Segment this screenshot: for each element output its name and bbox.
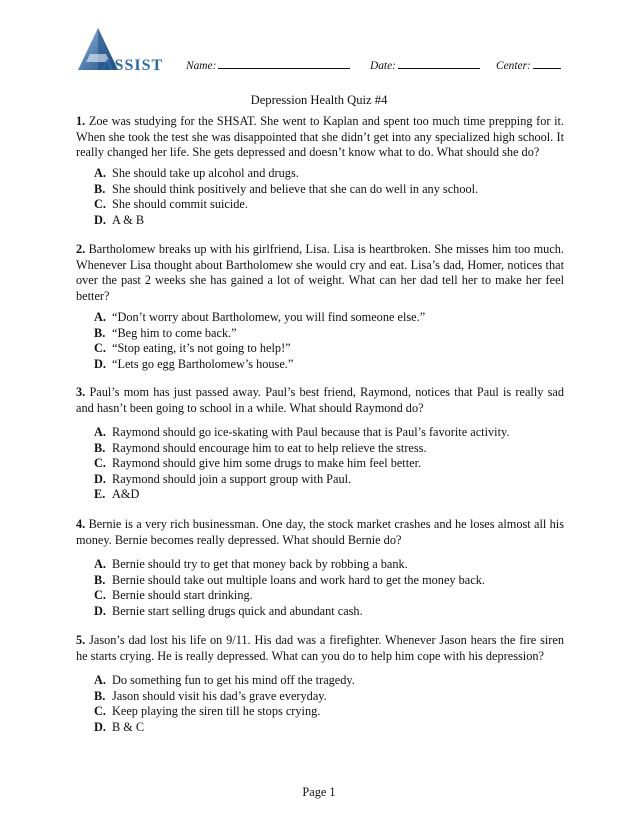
option-letter: D.: [94, 603, 106, 618]
option-text: She should commit suicide.: [112, 197, 248, 212]
center-blank-line[interactable]: [533, 59, 561, 69]
option-letter: B.: [94, 572, 106, 587]
date-field[interactable]: [370, 59, 480, 72]
option-text: She should take up alcohol and drugs.: [112, 166, 299, 180]
option-letter: B.: [94, 181, 106, 196]
logo-wordmark: ASSIST: [102, 57, 164, 74]
option-text: Bernie should start drinking.: [112, 588, 253, 603]
assist-logo-mark: [76, 24, 178, 82]
option-letter: B.: [94, 440, 106, 455]
option-text: Bernie should try to get that money back by robbing a bank.: [112, 557, 408, 571]
option-letter: C.: [94, 341, 106, 356]
question-4: [76, 517, 564, 548]
option-letter: A.: [94, 673, 106, 687]
option-letter: C.: [94, 704, 106, 719]
option-letter: D.: [94, 356, 106, 371]
question-number: 3.: [76, 385, 86, 399]
question-3-options: [94, 425, 564, 503]
option-b[interactable]: [94, 573, 564, 589]
option-a[interactable]: [94, 310, 564, 326]
option-text: She should think positively and believe that she can do well in any school.: [112, 181, 479, 196]
name-label: Name:: [186, 60, 217, 72]
option-a[interactable]: [94, 166, 564, 182]
option-text: “Lets go egg Bartholomew’s house.”: [112, 356, 294, 371]
option-text: “Stop eating, it’s not going to help!”: [112, 341, 291, 356]
question-text: Bartholomew breaks up with his girlfriend, Lisa. Lisa is heartbroken. She misses him too much. Whenever Lisa thought about Bartholomew she would cry and eat. Lisa’s dad, Homer, notices that over the past 2 weeks she has gained a lot of weight. What can her dad tell her to make her feel better?: [76, 242, 565, 303]
page-number: Page 1: [302, 785, 336, 799]
option-a[interactable]: [94, 425, 564, 441]
option-text: A & B: [112, 212, 145, 227]
option-a[interactable]: [94, 673, 564, 689]
option-a[interactable]: [94, 557, 564, 573]
option-c[interactable]: [94, 456, 564, 472]
option-d[interactable]: [94, 357, 564, 373]
option-text: B & C: [112, 719, 145, 734]
name-blank-line[interactable]: [218, 59, 350, 69]
option-d[interactable]: [94, 604, 564, 620]
option-text: “Don’t worry about Bartholomew, you will find someone else.”: [112, 310, 426, 324]
question-4-options: [94, 557, 564, 619]
option-letter: E.: [94, 487, 106, 502]
question-number: 2.: [76, 242, 86, 256]
center-label: Center:: [496, 60, 531, 72]
option-letter: A.: [94, 166, 106, 180]
option-c[interactable]: [94, 341, 564, 357]
center-field[interactable]: [496, 59, 561, 72]
option-b[interactable]: [94, 689, 564, 705]
option-text: Raymond should join a support group with Paul.: [112, 471, 352, 486]
option-d[interactable]: [94, 213, 564, 229]
quiz-title: Depression Health Quiz #4: [250, 93, 388, 107]
assist-logo: [76, 24, 178, 82]
option-text: Jason should visit his dad’s grave everyday.: [112, 688, 327, 703]
option-letter: D.: [94, 719, 106, 734]
question-5-options: [94, 673, 564, 735]
option-text: Raymond should give him some drugs to make him feel better.: [112, 456, 422, 471]
question-5: [76, 633, 564, 664]
option-letter: C.: [94, 456, 106, 471]
option-letter: D.: [94, 212, 106, 227]
name-field[interactable]: [186, 59, 350, 72]
option-text: Keep playing the siren till he stops crying.: [112, 704, 321, 719]
option-letter: A.: [94, 557, 106, 571]
option-letter: B.: [94, 688, 106, 703]
option-letter: D.: [94, 471, 106, 486]
option-c[interactable]: [94, 588, 564, 604]
option-text: Bernie start selling drugs quick and abundant cash.: [112, 603, 363, 618]
option-letter: C.: [94, 197, 106, 212]
option-d[interactable]: [94, 720, 564, 736]
question-1-options: [94, 166, 564, 228]
option-text: Raymond should go ice-skating with Paul because that is Paul’s favorite activity.: [112, 425, 510, 439]
option-e[interactable]: [94, 487, 564, 503]
option-c[interactable]: [94, 197, 564, 213]
option-b[interactable]: [94, 182, 564, 198]
question-2-options: [94, 310, 564, 372]
question-text: Bernie is a very rich businessman. One day, the stock market crashes and he loses almost all his money. Bernie becomes really depressed. What should Bernie do?: [76, 517, 564, 547]
option-b[interactable]: [94, 326, 564, 342]
question-text: Zoe was studying for the SHSAT. She went to Kaplan and spent too much time prepping for it. When she took the test she was disappointed that she didn’t get into any specialized high school. It really changed her life. She gets depressed and doesn’t know what to do. What should she do?: [76, 114, 564, 160]
option-letter: C.: [94, 588, 106, 603]
question-3: [76, 385, 564, 416]
option-letter: B.: [94, 325, 106, 340]
question-2: [76, 242, 564, 304]
question-text: Paul’s mom has just passed away. Paul’s best friend, Raymond, notices that Paul is really sad and hasn’t been going to school in a while. What should Raymond do?: [76, 385, 564, 415]
date-label: Date:: [370, 60, 396, 72]
question-number: 4.: [76, 517, 86, 531]
question-1: [76, 114, 564, 161]
option-b[interactable]: [94, 441, 564, 457]
option-c[interactable]: [94, 704, 564, 720]
option-d[interactable]: [94, 472, 564, 488]
option-text: Bernie should take out multiple loans and work hard to get the money back.: [112, 572, 485, 587]
question-number: 5.: [76, 633, 86, 647]
option-text: Raymond should encourage him to eat to help relieve the stress.: [112, 440, 427, 455]
question-number: 1.: [76, 114, 86, 128]
date-blank-line[interactable]: [398, 59, 480, 69]
option-letter: A.: [94, 310, 106, 324]
question-text: Jason’s dad lost his life on 9/11. His dad was a firefighter. Whenever Jason hears the fire siren he starts crying. He is really depressed. What can you do to help him cope with his depression?: [76, 633, 565, 663]
option-text: Do something fun to get his mind off the tragedy.: [112, 673, 355, 687]
option-text: A&D: [112, 487, 140, 502]
option-text: “Beg him to come back.”: [112, 325, 237, 340]
option-letter: A.: [94, 425, 106, 439]
